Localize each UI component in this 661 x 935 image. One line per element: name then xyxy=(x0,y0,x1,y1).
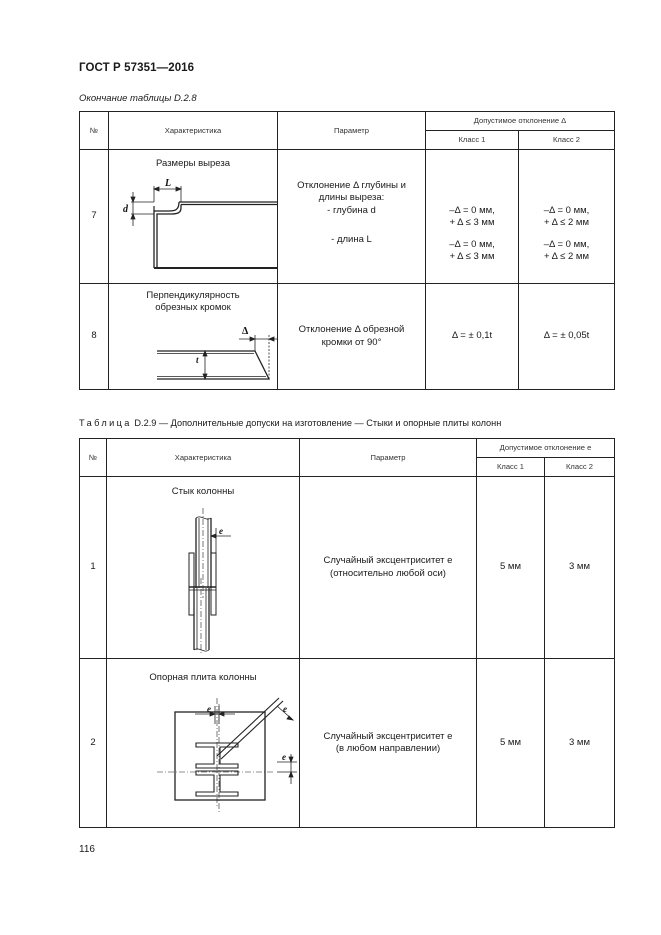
table-row xyxy=(80,659,615,828)
param-line: Отклонение Δ глубины и xyxy=(297,180,406,191)
class-1-value: + Δ ≤ 3 мм xyxy=(449,251,495,263)
class-1-value: + Δ ≤ 3 мм xyxy=(449,217,495,229)
thickness-label: t xyxy=(196,354,199,365)
table-caption xyxy=(79,418,501,428)
column-splice-drawing xyxy=(107,498,300,653)
param-line: кромки от 90° xyxy=(321,336,382,348)
table-d28 xyxy=(79,111,615,390)
characteristic-cell xyxy=(107,477,300,659)
class-1-value: Δ = ± 0,1t xyxy=(451,330,493,342)
parameter-cell xyxy=(300,477,477,659)
class-2-cell xyxy=(519,284,615,390)
header-parameter: Параметр xyxy=(300,439,477,477)
class-1-value: 5 мм xyxy=(500,561,521,573)
characteristic-title: обрезных кромок xyxy=(155,302,231,314)
header-parameter: Параметр xyxy=(278,112,426,150)
edge-drawing xyxy=(109,315,278,385)
base-plate-drawing xyxy=(107,684,300,824)
class-2-value: Δ = ± 0,05t xyxy=(543,330,590,342)
length-label: L xyxy=(165,178,172,190)
param-line: - глубина d xyxy=(327,204,376,216)
header-class-2: Класс 2 xyxy=(545,458,615,477)
class-2-value: 3 мм xyxy=(569,561,590,573)
class-2-cell xyxy=(545,659,615,828)
class-2-value: –Δ = 0 мм, xyxy=(543,238,590,250)
eccentricity-label: e xyxy=(219,526,223,537)
param-line: - длина L xyxy=(331,234,372,246)
page-number: 116 xyxy=(79,844,95,855)
document-title: ГОСТ Р 57351—2016 xyxy=(79,62,195,74)
class-1-cell xyxy=(477,477,545,659)
class-2-value: 3 мм xyxy=(569,736,590,748)
characteristic-cell xyxy=(109,150,278,284)
class-1-value: –Δ = 0 мм, xyxy=(449,205,495,216)
class-2-value: + Δ ≤ 2 мм xyxy=(544,251,589,263)
param-line: Случайный эксцентриситет e xyxy=(323,730,453,742)
class-1-value: –Δ = 0 мм, xyxy=(449,238,495,250)
characteristic-title: Перпендикулярность xyxy=(146,290,240,301)
table-caption-prefix: Таблица xyxy=(79,418,132,428)
table-d29 xyxy=(79,438,615,828)
eccentricity-diag-label: e xyxy=(283,704,287,715)
class-1-value: 5 мм xyxy=(500,736,521,748)
row-number: 1 xyxy=(80,477,107,659)
cutout-drawing xyxy=(109,170,278,270)
characteristic-cell xyxy=(109,284,278,390)
parameter-cell xyxy=(278,284,426,390)
table-row xyxy=(80,284,615,390)
class-1-cell xyxy=(477,659,545,828)
eccentricity-x-label: e xyxy=(207,704,211,715)
header-class-1: Класс 1 xyxy=(477,458,545,477)
header-deviation: Допустимое отклонение e xyxy=(477,439,615,458)
header-no: № xyxy=(80,439,107,477)
parameter-cell xyxy=(278,150,426,284)
header-characteristic: Характеристика xyxy=(107,439,300,477)
characteristic-title: Опорная плита колонны xyxy=(149,672,257,683)
param-line: (относительно любой оси) xyxy=(330,567,446,579)
row-number: 7 xyxy=(80,150,109,284)
header-no: № xyxy=(80,112,109,150)
table-row xyxy=(80,477,615,659)
characteristic-title: Стык колонны xyxy=(171,486,235,497)
class-2-value: + Δ ≤ 2 мм xyxy=(544,217,589,229)
header-deviation: Допустимое отклонение Δ xyxy=(426,112,615,131)
depth-label: d xyxy=(123,204,128,216)
param-line: Случайный эксцентриситет e xyxy=(323,555,453,567)
class-2-cell xyxy=(545,477,615,659)
row-number: 2 xyxy=(80,659,107,828)
parameter-cell xyxy=(300,659,477,828)
param-line: длины выреза: xyxy=(318,192,385,204)
characteristic-cell xyxy=(107,659,300,828)
table-row xyxy=(80,150,615,284)
table-continuation-label: Окончание таблицы D.2.8 xyxy=(79,93,197,104)
header-class-2: Класс 2 xyxy=(519,131,615,150)
class-2-cell xyxy=(519,150,615,284)
class-1-cell xyxy=(426,150,519,284)
header-class-1: Класс 1 xyxy=(426,131,519,150)
characteristic-title: Размеры выреза xyxy=(156,158,230,169)
eccentricity-y-label: e xyxy=(282,752,286,763)
param-line: (в любом направлении) xyxy=(335,743,441,754)
delta-label: Δ xyxy=(242,325,249,337)
header-characteristic: Характеристика xyxy=(109,112,278,150)
class-1-cell xyxy=(426,284,519,390)
table-caption-text: D.2.9 — Дополнительные допуски на изготовление — Стыки и опорные плиты колонн xyxy=(134,418,502,428)
class-2-value: –Δ = 0 мм, xyxy=(543,205,590,216)
row-number: 8 xyxy=(80,284,109,390)
param-line: Отклонение Δ обрезной xyxy=(298,324,405,336)
